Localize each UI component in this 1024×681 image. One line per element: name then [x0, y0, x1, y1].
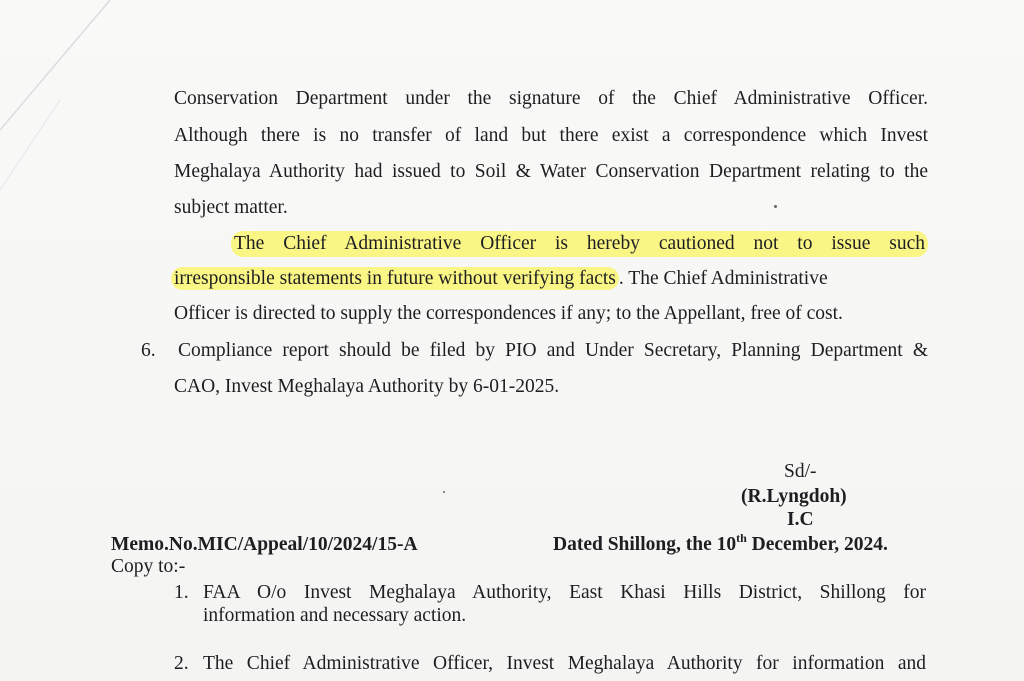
item-6-number: 6. — [141, 340, 156, 361]
copy-2-number: 2. — [174, 653, 189, 674]
memo-dated — [553, 533, 888, 557]
para5-line-2: Although there is no transfer of land but there exist a correspondence which Invest — [174, 125, 928, 146]
signature-name: (R.Lyngdoh) — [741, 486, 847, 507]
copy-1-line-1: FAA O/o Invest Meghalaya Authority, East Khasi Hills District, Shillong for — [203, 582, 926, 603]
caution-line-1 — [234, 231, 928, 257]
scan-speck — [774, 205, 777, 208]
scan-speck — [443, 491, 445, 493]
caution-line-2-rest: . The Chief Administrative — [618, 268, 828, 289]
caution-line-3: Officer is directed to supply the correspondences if any; to the Appellant, free of cost. — [174, 303, 843, 324]
copy-1-number: 1. — [174, 582, 189, 603]
item-6-line-1: Compliance report should be filed by PIO and Under Secretary, Planning Department & — [178, 340, 928, 361]
item-6-line-2: CAO, Invest Meghalaya Authority by 6-01-2025. — [174, 376, 560, 397]
signature-sd: Sd/- — [784, 461, 817, 482]
para5-line-1: Conservation Department under the signature of the Chief Administrative Officer. — [174, 88, 928, 109]
para5-line-4: subject matter. — [174, 197, 288, 218]
copy-1-line-2: information and necessary action. — [203, 605, 467, 626]
dated-suffix: December, 2024. — [746, 534, 888, 555]
highlight-caution-1: The Chief Administrative Officer is hereby cautioned not to issue such — [231, 231, 928, 257]
dated-prefix: Dated Shillong, the 10 — [553, 534, 737, 555]
copy-2-line-1: The Chief Administrative Officer, Invest Meghalaya Authority for information and — [203, 653, 926, 674]
para5-line-3: Meghalaya Authority had issued to Soil & Water Conservation Department relating to the — [174, 161, 928, 182]
memo-number: Memo.No.MIC/Appeal/10/2024/15-A — [111, 534, 418, 555]
highlight-caution-2: irresponsible statements in future without verifying facts — [171, 267, 619, 290]
caution-line-2 — [174, 267, 928, 291]
dated-ordinal: th — [736, 531, 747, 545]
copy-to-label: Copy to:- — [111, 556, 186, 577]
signature-title: I.C — [787, 509, 814, 530]
